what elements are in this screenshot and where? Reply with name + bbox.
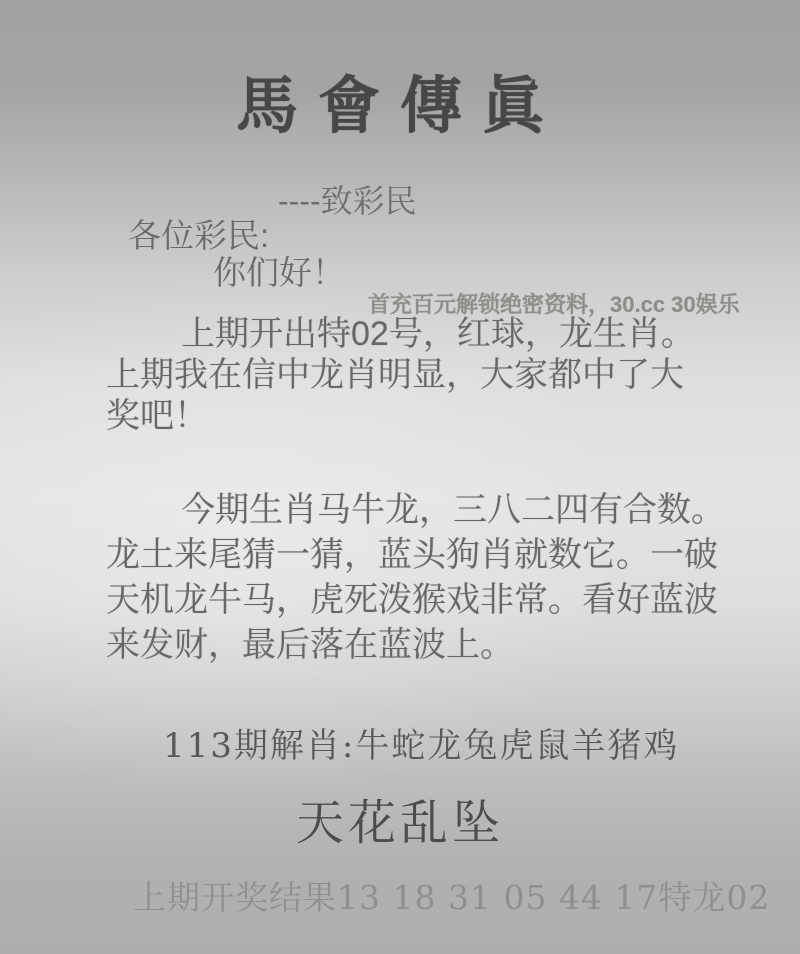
paragraph-current-tip (106, 488, 736, 668)
greeting-text: 你们好！ (213, 254, 345, 291)
salutation-text: 各位彩民: (128, 217, 270, 254)
paragraph-line: 天机龙牛马，虎死泼猴戏非常。看好蓝波 (106, 581, 718, 619)
paragraph-previous-draw (106, 314, 736, 437)
paragraph-line: 上期我在信中龙肖明显，大家都中了大 (106, 356, 684, 394)
watermark-ad-text: 首充百元解锁绝密资料，30.cc 30娱乐 (368, 292, 740, 317)
paragraph-line: 龙土来尾猜一猜，蓝头狗肖就数它。一破 (106, 536, 718, 574)
previous-draw-results: 上期开奖结果13 18 31 05 44 17特龙02 (133, 878, 771, 917)
page-title: 馬會傳眞 (235, 69, 564, 142)
paragraph-line: 今期生肖马牛龙，三八二四有合数。 (181, 491, 725, 529)
paragraph-line: 上期开出特02号，红球，龙生肖。 (181, 315, 695, 353)
issue-zodiac-interpretation: 113期解肖:牛蛇龙兔虎鼠羊猪鸡 (163, 726, 680, 766)
paragraph-line: 来发财，最后落在蓝波上。 (106, 626, 514, 664)
paragraph-line: 奖吧！ (106, 397, 208, 435)
idiom-headline: 天花乱坠 (295, 795, 504, 851)
subtitle-dedication: ----致彩民 (278, 183, 417, 219)
